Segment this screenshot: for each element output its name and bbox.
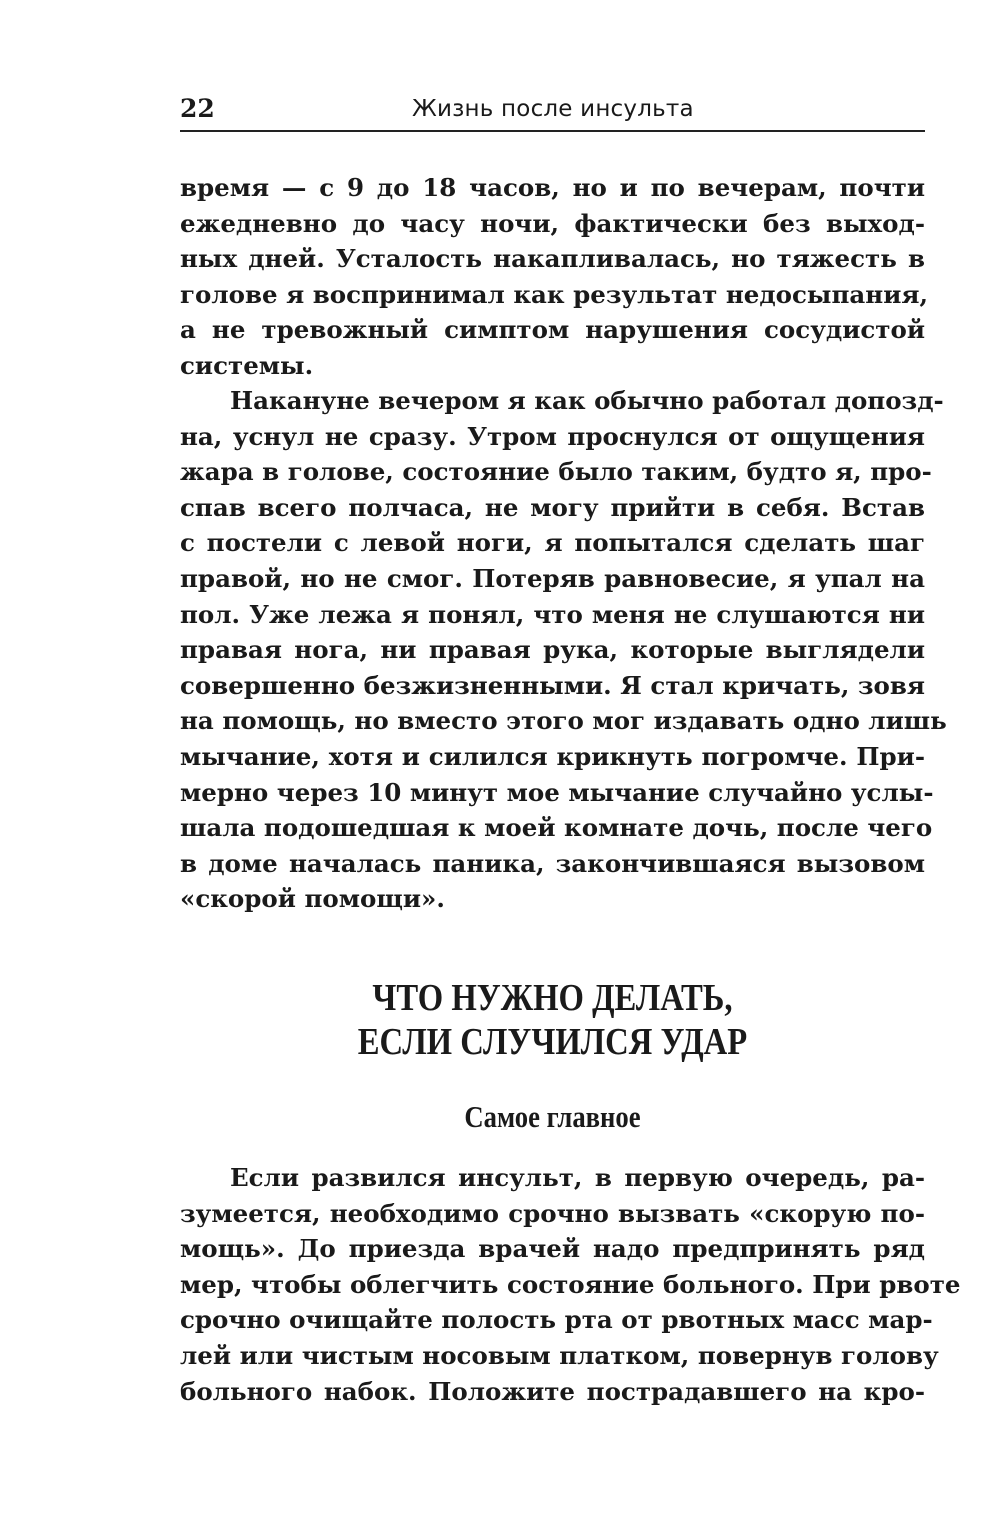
text-line: мер, чтобы облегчить состояние больного. При рвоте bbox=[180, 1269, 961, 1299]
text-line: срочно очищайте полость рта от рвотных масс мар- bbox=[180, 1305, 933, 1335]
page-number: 22 bbox=[180, 94, 215, 123]
paragraph-first-aid bbox=[180, 1160, 961, 1409]
text-line: совершенно безжизненными. Я стал кричать, зовя bbox=[180, 670, 925, 700]
section-subheading: Самое главное bbox=[464, 1099, 641, 1134]
text-line: шала подошедшая к моей комнате дочь, после чего bbox=[180, 813, 933, 843]
section-heading-line: ЧТО НУЖНО ДЕЛАТЬ, bbox=[372, 977, 733, 1019]
text-line: мычание, хотя и силился крикнуть погромче. При- bbox=[180, 741, 925, 771]
text-line: мощь». До приезда врачей надо предпринять ряд bbox=[180, 1234, 925, 1264]
text-line: на помощь, но вместо этого мог издавать одно лишь bbox=[180, 706, 947, 736]
text-line: ных дней. Усталость накапливалась, но тяжесть в bbox=[180, 244, 925, 274]
section-heading-line: ЕСЛИ СЛУЧИЛСЯ УДАР bbox=[357, 1021, 748, 1063]
text-line: спав всего полчаса, не могу прийти в себя. Встав bbox=[180, 492, 925, 522]
text-line: лей или чистым носовым платком, повернув голову bbox=[180, 1340, 939, 1370]
paragraph-stroke-story bbox=[180, 383, 947, 917]
text-line: Если развился инсульт, в первую очередь, ра- bbox=[230, 1163, 925, 1192]
text-line: зумеется, необходимо срочно вызвать «скорую по- bbox=[180, 1198, 925, 1228]
running-head bbox=[180, 90, 925, 132]
text-line: ежедневно до часу ночи, фактически без выход- bbox=[180, 208, 925, 238]
text-line: на, уснул не сразу. Утром проснулся от ощущения bbox=[180, 421, 925, 451]
text-line: системы. bbox=[180, 350, 314, 380]
text-line: пол. Уже лежа я понял, что меня не слушаются ни bbox=[180, 599, 925, 629]
text-line: правой, но не смог. Потеряв равновесие, я упал на bbox=[180, 563, 925, 593]
text-line: мерно через 10 минут мое мычание случайно услы- bbox=[180, 777, 934, 807]
paragraph-continued bbox=[180, 170, 929, 384]
text-line: больного набок. Положите пострадавшего на кро- bbox=[180, 1376, 925, 1406]
text-line: «скорой помощи». bbox=[180, 884, 445, 914]
running-title: Жизнь после инсульта bbox=[412, 96, 694, 122]
text-line: Накануне вечером я как обычно работал допозд- bbox=[230, 386, 944, 415]
section-heading bbox=[232, 976, 873, 1064]
text-line: в доме началась паника, закончившаяся вызовом bbox=[180, 848, 925, 878]
text-line: время — с 9 до 18 часов, но и по вечерам, почти bbox=[180, 173, 925, 202]
text-line: с постели с левой ноги, я попытался сделать шаг bbox=[180, 528, 925, 558]
text-line: а не тревожный симптом нарушения сосудистой bbox=[180, 315, 925, 345]
text-line: жара в голове, состояние было таким, будто я, про- bbox=[180, 457, 932, 487]
text-line: голове я воспринимал как результат недосыпания, bbox=[180, 279, 929, 309]
text-line: правая нога, ни правая рука, которые выглядели bbox=[180, 635, 925, 665]
